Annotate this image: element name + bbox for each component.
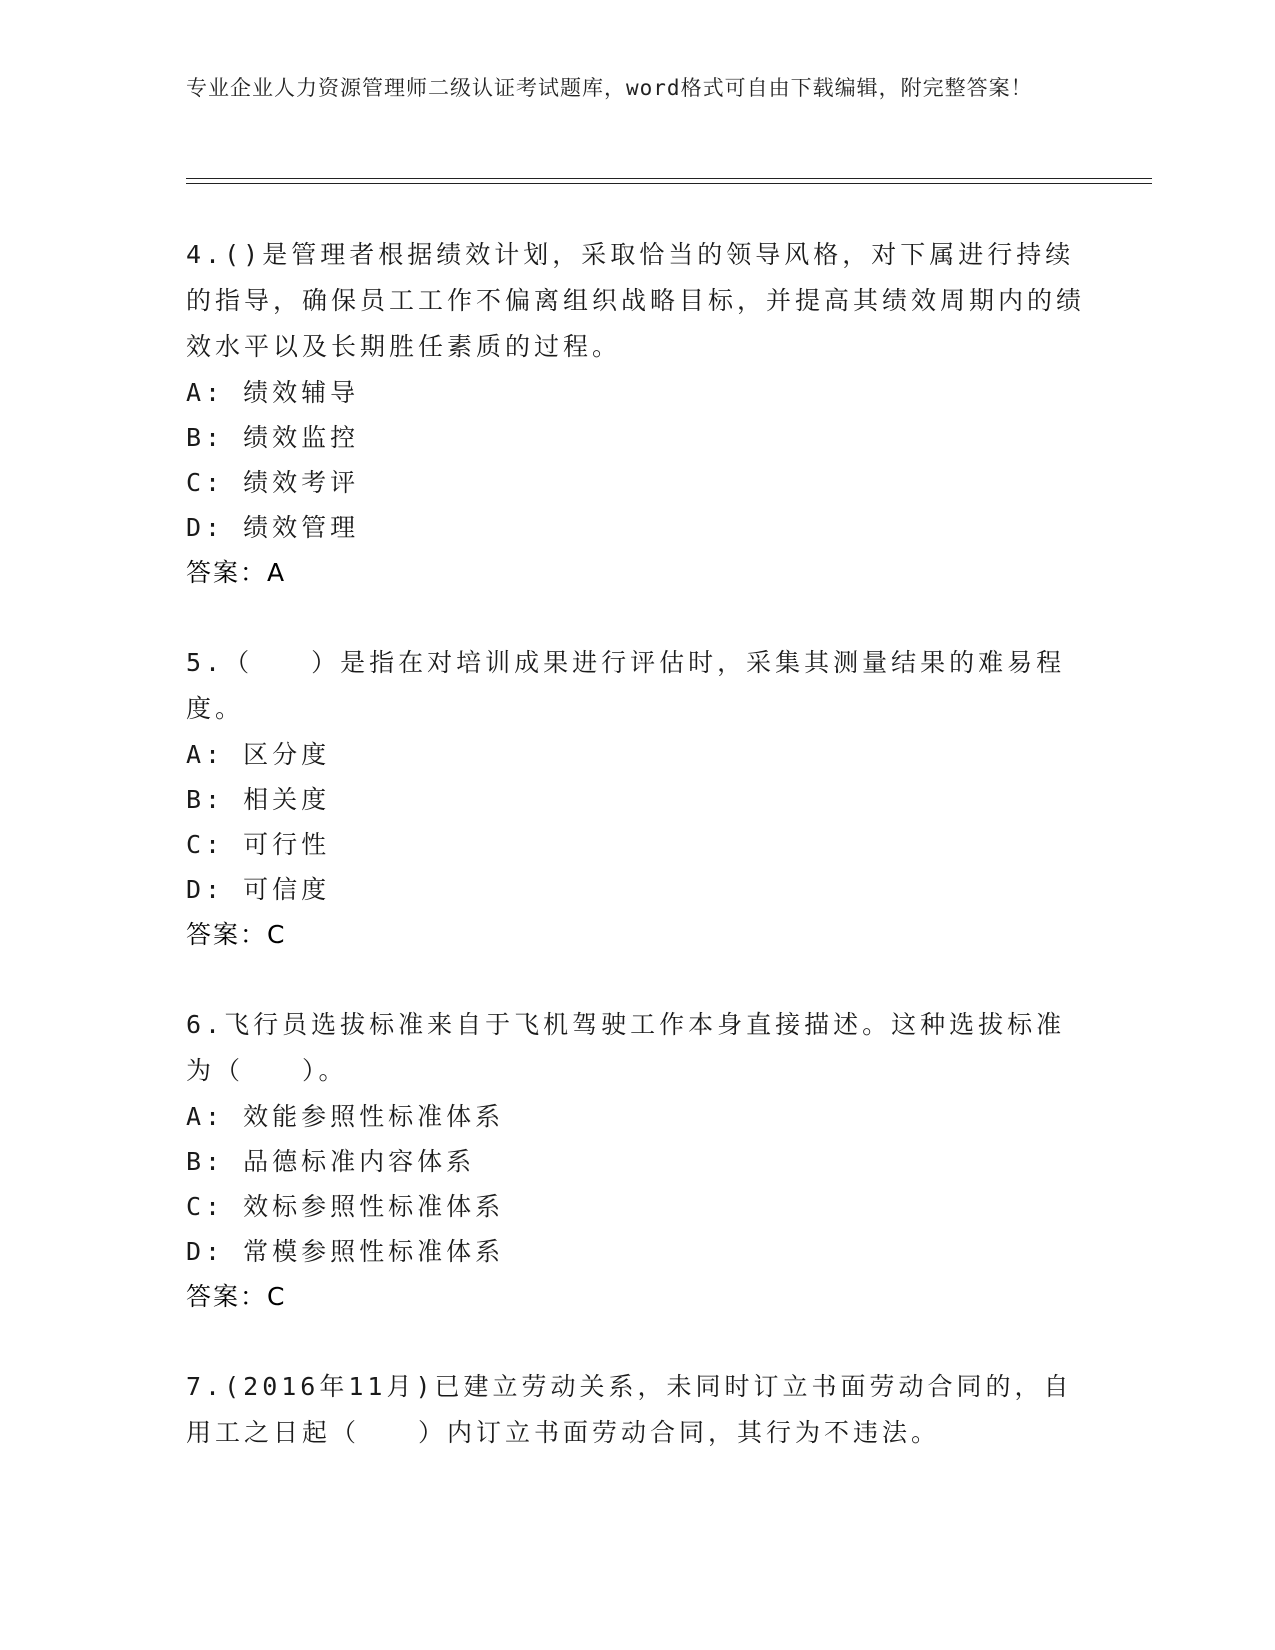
question-list	[186, 232, 1086, 1500]
answer-line: 答案：A	[186, 558, 287, 587]
option-b: B: 绩效监控	[186, 423, 360, 452]
option-c: C: 效标参照性标准体系	[186, 1192, 505, 1221]
question-text: 6.飞行员选拔标准来自于飞机驾驶工作本身直接描述。这种选拔标准为（ ）。	[186, 1010, 1066, 1085]
option-a: A: 区分度	[186, 740, 331, 769]
option-b: B: 相关度	[186, 785, 331, 814]
answer-line: 答案：C	[186, 920, 287, 949]
question-text: 4.()是管理者根据绩效计划，采取恰当的领导风格，对下属进行持续的指导，确保员工工作不偏离组织战略目标，并提高其绩效周期内的绩效水平以及长期胜任素质的过程。	[186, 240, 1086, 361]
question-4	[186, 232, 1086, 596]
option-b: B: 品德标准内容体系	[186, 1147, 476, 1176]
question-5	[186, 640, 1086, 958]
header-divider-double	[186, 183, 1152, 184]
question-7	[186, 1364, 1086, 1456]
option-c: C: 绩效考评	[186, 468, 360, 497]
question-text: 5.（ ）是指在对培训成果进行评估时，采集其测量结果的难易程度。	[186, 648, 1066, 723]
option-c: C: 可行性	[186, 830, 331, 859]
question-text: 7.(2016年11月)已建立劳动关系，未同时订立书面劳动合同的，自用工之日起（ ）内订立书面劳动合同，其行为不违法。	[186, 1372, 1073, 1447]
option-d: D: 可信度	[186, 875, 331, 904]
option-a: A: 绩效辅导	[186, 378, 360, 407]
option-d: D: 绩效管理	[186, 513, 360, 542]
page-header: 专业企业人力资源管理师二级认证考试题库，word格式可自由下载编辑，附完整答案！	[186, 76, 1033, 100]
header-divider	[186, 178, 1152, 179]
question-6	[186, 1002, 1086, 1320]
answer-line: 答案：C	[186, 1282, 287, 1311]
option-a: A: 效能参照性标准体系	[186, 1102, 505, 1131]
option-d: D: 常模参照性标准体系	[186, 1237, 505, 1266]
